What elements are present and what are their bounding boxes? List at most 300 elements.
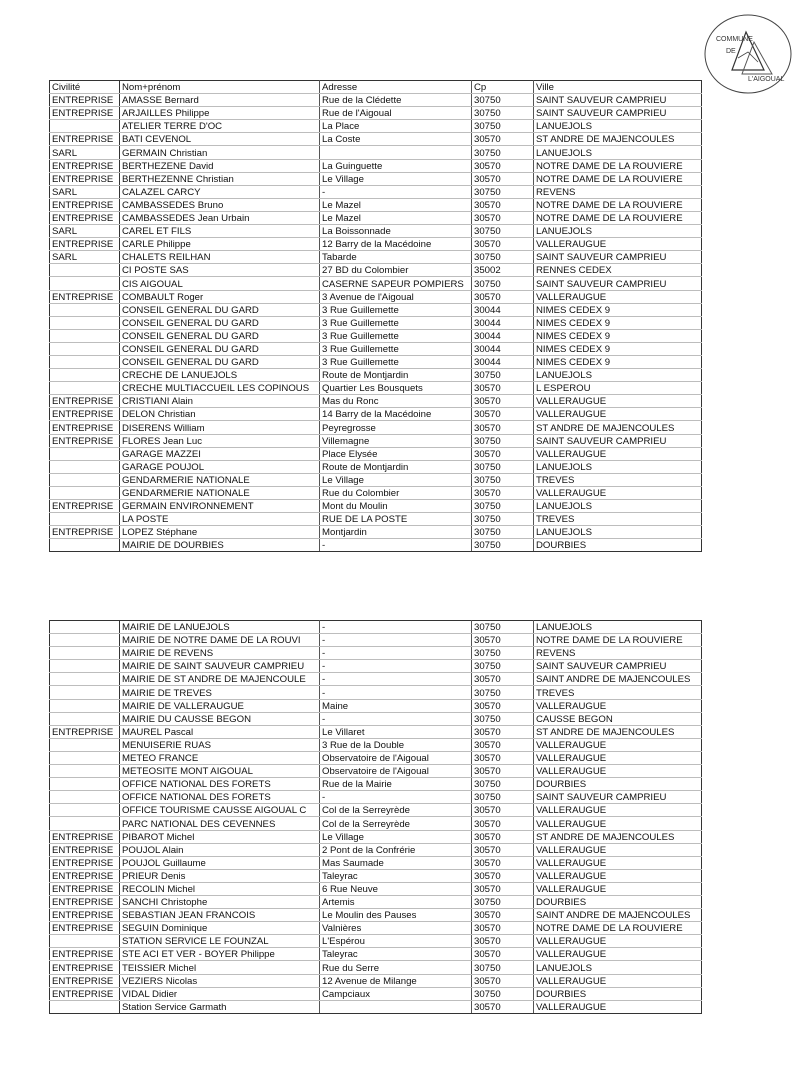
cell-ville: VALLERAUGUE — [534, 856, 702, 869]
cell-cp: 30750 — [472, 712, 534, 725]
cell-ville: NOTRE DAME DE LA ROUVIERE — [534, 198, 702, 211]
cell-adresse: 3 Rue Guillemette — [320, 329, 472, 342]
table-row — [50, 699, 702, 712]
cell-civilite — [50, 264, 120, 277]
cell-nom-prenom: METEOSITE MONT AIGOUAL — [120, 765, 320, 778]
cell-civilite — [50, 1000, 120, 1013]
cell-cp: 30570 — [472, 211, 534, 224]
cell-cp: 30570 — [472, 882, 534, 895]
table-row — [50, 922, 702, 935]
cell-adresse: Tabarde — [320, 251, 472, 264]
cell-ville: VALLERAUGUE — [534, 738, 702, 751]
table-row — [50, 673, 702, 686]
cell-civilite — [50, 277, 120, 290]
cell-nom-prenom: MAIRIE DE TREVES — [120, 686, 320, 699]
cell-ville: VALLERAUGUE — [534, 948, 702, 961]
cell-ville: ST ANDRE DE MAJENCOULES — [534, 421, 702, 434]
cell-ville: ST ANDRE DE MAJENCOULES — [534, 725, 702, 738]
cell-cp: 30570 — [472, 421, 534, 434]
cell-cp: 30570 — [472, 290, 534, 303]
cell-civilite: ENTREPRISE — [50, 290, 120, 303]
cell-adresse: La Boissonnade — [320, 225, 472, 238]
cell-civilite — [50, 712, 120, 725]
cell-adresse: Rue du Colombier — [320, 486, 472, 499]
cell-civilite — [50, 382, 120, 395]
cell-civilite: SARL — [50, 225, 120, 238]
cell-civilite — [50, 817, 120, 830]
cell-nom-prenom: STE ACI ET VER - BOYER Philippe — [120, 948, 320, 961]
cell-civilite — [50, 804, 120, 817]
table-row — [50, 539, 702, 552]
cell-cp: 30570 — [472, 198, 534, 211]
cell-cp: 30750 — [472, 686, 534, 699]
cell-adresse: 3 Rue Guillemette — [320, 355, 472, 368]
table-row — [50, 660, 702, 673]
contacts-table-body — [50, 81, 702, 552]
cell-civilite — [50, 355, 120, 368]
table-row — [50, 869, 702, 882]
cell-civilite — [50, 673, 120, 686]
cell-adresse: 3 Rue Guillemette — [320, 316, 472, 329]
cell-cp: 30570 — [472, 172, 534, 185]
cell-civilite: SARL — [50, 251, 120, 264]
cell-cp: 30570 — [472, 922, 534, 935]
cell-nom-prenom: PRIEUR Denis — [120, 869, 320, 882]
table-row — [50, 251, 702, 264]
cell-nom-prenom: OFFICE TOURISME CAUSSE AIGOUAL C — [120, 804, 320, 817]
table-row — [50, 94, 702, 107]
table-row — [50, 974, 702, 987]
cell-nom-prenom: CONSEIL GENERAL DU GARD — [120, 316, 320, 329]
cell-nom-prenom: SEGUIN Dominique — [120, 922, 320, 935]
cell-ville: VALLERAUGUE — [534, 882, 702, 895]
table-row — [50, 987, 702, 1000]
cell-adresse: Le Village — [320, 172, 472, 185]
cell-cp: 30570 — [472, 856, 534, 869]
cell-cp: 30570 — [472, 238, 534, 251]
cell-cp: 30750 — [472, 539, 534, 552]
table-row — [50, 634, 702, 647]
cell-adresse: - — [320, 647, 472, 660]
cell-civilite: ENTREPRISE — [50, 211, 120, 224]
cell-nom-prenom: CALAZEL CARCY — [120, 185, 320, 198]
cell-civilite: ENTREPRISE — [50, 434, 120, 447]
cell-nom-prenom: VEZIERS Nicolas — [120, 974, 320, 987]
cell-nom-prenom: FLORES Jean Luc — [120, 434, 320, 447]
cell-nom-prenom: POUJOL Alain — [120, 843, 320, 856]
cell-civilite — [50, 686, 120, 699]
cell-adresse: Villemagne — [320, 434, 472, 447]
cell-nom-prenom: GENDARMERIE NATIONALE — [120, 473, 320, 486]
cell-ville: VALLERAUGUE — [534, 699, 702, 712]
cell-ville: NIMES CEDEX 9 — [534, 316, 702, 329]
cell-nom-prenom: MAIRIE DE NOTRE DAME DE LA ROUVI — [120, 634, 320, 647]
cell-civilite: ENTREPRISE — [50, 856, 120, 869]
cell-adresse: - — [320, 634, 472, 647]
cell-cp: 30570 — [472, 830, 534, 843]
cell-adresse: - — [320, 539, 472, 552]
cell-cp: 30570 — [472, 486, 534, 499]
cell-civilite — [50, 647, 120, 660]
cell-cp: 30750 — [472, 660, 534, 673]
cell-civilite — [50, 120, 120, 133]
cell-civilite: ENTREPRISE — [50, 526, 120, 539]
cell-ville: ST ANDRE DE MAJENCOULES — [534, 830, 702, 843]
cell-ville: VALLERAUGUE — [534, 935, 702, 948]
cell-civilite — [50, 935, 120, 948]
cell-nom-prenom: CONSEIL GENERAL DU GARD — [120, 342, 320, 355]
cell-ville: VALLERAUGUE — [534, 290, 702, 303]
cell-cp: 30570 — [472, 817, 534, 830]
cell-civilite: ENTREPRISE — [50, 869, 120, 882]
cell-civilite: ENTREPRISE — [50, 133, 120, 146]
cell-cp: 30750 — [472, 460, 534, 473]
cell-ville: VALLERAUGUE — [534, 843, 702, 856]
table-row — [50, 277, 702, 290]
cell-cp: 30750 — [472, 500, 534, 513]
table-row — [50, 513, 702, 526]
cell-cp: 30044 — [472, 329, 534, 342]
cell-civilite — [50, 778, 120, 791]
cell-civilite: ENTREPRISE — [50, 987, 120, 1000]
cell-ville: VALLERAUGUE — [534, 817, 702, 830]
cell-civilite — [50, 513, 120, 526]
cell-nom-prenom: AMASSE Bernard — [120, 94, 320, 107]
cell-adresse: Le Moulin des Pauses — [320, 909, 472, 922]
cell-adresse: Rue de la Clédette — [320, 94, 472, 107]
cell-adresse: Observatoire de l'Aigoual — [320, 751, 472, 764]
cell-cp: 30570 — [472, 408, 534, 421]
cell-nom-prenom: METEO FRANCE — [120, 751, 320, 764]
cell-cp: 30570 — [472, 869, 534, 882]
cell-adresse: 12 Avenue de Milange — [320, 974, 472, 987]
commune-stamp — [702, 12, 794, 96]
cell-cp: 30570 — [472, 699, 534, 712]
cell-cp: 30750 — [472, 94, 534, 107]
table-row — [50, 817, 702, 830]
table-row — [50, 961, 702, 974]
table-row — [50, 447, 702, 460]
cell-cp: 30570 — [472, 909, 534, 922]
cell-adresse: Observatoire de l'Aigoual — [320, 765, 472, 778]
cell-adresse: 3 Rue Guillemette — [320, 342, 472, 355]
cell-adresse: Route de Montjardin — [320, 369, 472, 382]
cell-civilite — [50, 539, 120, 552]
cell-civilite: ENTREPRISE — [50, 830, 120, 843]
cell-cp: 30750 — [472, 895, 534, 908]
cell-ville: SAINT SAUVEUR CAMPRIEU — [534, 660, 702, 673]
cell-ville: NOTRE DAME DE LA ROUVIERE — [534, 634, 702, 647]
cell-civilite — [50, 447, 120, 460]
cell-civilite — [50, 460, 120, 473]
cell-civilite — [50, 329, 120, 342]
cell-ville: LANUEJOLS — [534, 146, 702, 159]
cell-ville: NOTRE DAME DE LA ROUVIERE — [534, 211, 702, 224]
cell-ville: LANUEJOLS — [534, 621, 702, 634]
cell-adresse: Valnières — [320, 922, 472, 935]
table-row — [50, 473, 702, 486]
table-row — [50, 211, 702, 224]
table-row — [50, 303, 702, 316]
cell-adresse: Place Elysée — [320, 447, 472, 460]
cell-ville: SAINT SAUVEUR CAMPRIEU — [534, 94, 702, 107]
cell-adresse: 27 BD du Colombier — [320, 264, 472, 277]
cell-ville: DOURBIES — [534, 987, 702, 1000]
cell-nom-prenom: CHALETS REILHAN — [120, 251, 320, 264]
cell-cp: 30750 — [472, 961, 534, 974]
table-row — [50, 225, 702, 238]
cell-adresse: 12 Barry de la Macédoine — [320, 238, 472, 251]
cell-adresse: 14 Barry de la Macédoine — [320, 408, 472, 421]
cell-ville: SAINT ANDRE DE MAJENCOULES — [534, 673, 702, 686]
cell-adresse: La Guinguette — [320, 159, 472, 172]
table-row — [50, 198, 702, 211]
cell-adresse: Rue du Serre — [320, 961, 472, 974]
cell-nom-prenom: BERTHEZENNE Christian — [120, 172, 320, 185]
cell-adresse: La Place — [320, 120, 472, 133]
cell-cp: 30750 — [472, 225, 534, 238]
stamp-text-aigoual: L'AIGOUAL — [748, 76, 785, 83]
cell-cp: 30750 — [472, 987, 534, 1000]
cell-nom-prenom: GARAGE MAZZEI — [120, 447, 320, 460]
cell-adresse: - — [320, 660, 472, 673]
cell-adresse: Mas Saumade — [320, 856, 472, 869]
cell-civilite — [50, 486, 120, 499]
cell-ville: TREVES — [534, 686, 702, 699]
table-row — [50, 185, 702, 198]
cell-nom-prenom: ARJAILLES Philippe — [120, 107, 320, 120]
cell-civilite — [50, 751, 120, 764]
table-row — [50, 621, 702, 634]
header-adresse: Adresse — [320, 81, 472, 94]
cell-cp: 30570 — [472, 159, 534, 172]
table-row — [50, 526, 702, 539]
stamp-text-commune: COMMUNE — [716, 36, 753, 43]
cell-ville: SAINT ANDRE DE MAJENCOULES — [534, 909, 702, 922]
cell-ville: NIMES CEDEX 9 — [534, 355, 702, 368]
cell-cp: 30570 — [472, 133, 534, 146]
stamp-seal-icon — [702, 12, 794, 96]
cell-nom-prenom: LOPEZ Stéphane — [120, 526, 320, 539]
table-row — [50, 421, 702, 434]
table-row — [50, 500, 702, 513]
table-row — [50, 1000, 702, 1013]
cell-ville: VALLERAUGUE — [534, 395, 702, 408]
cell-ville: VALLERAUGUE — [534, 974, 702, 987]
cell-civilite: ENTREPRISE — [50, 94, 120, 107]
table-row — [50, 804, 702, 817]
cell-nom-prenom: CONSEIL GENERAL DU GARD — [120, 303, 320, 316]
cell-civilite: ENTREPRISE — [50, 882, 120, 895]
cell-civilite — [50, 316, 120, 329]
cell-civilite: ENTREPRISE — [50, 909, 120, 922]
cell-cp: 30570 — [472, 725, 534, 738]
cell-civilite: ENTREPRISE — [50, 961, 120, 974]
table-row — [50, 486, 702, 499]
cell-civilite: ENTREPRISE — [50, 843, 120, 856]
cell-adresse: 2 Pont de la Confrérie — [320, 843, 472, 856]
cell-cp: 30570 — [472, 395, 534, 408]
cell-adresse: Le Mazel — [320, 198, 472, 211]
cell-ville: NIMES CEDEX 9 — [534, 303, 702, 316]
cell-nom-prenom: COMBAULT Roger — [120, 290, 320, 303]
table-row — [50, 133, 702, 146]
cell-nom-prenom: MAIRIE DE DOURBIES — [120, 539, 320, 552]
table-row — [50, 738, 702, 751]
header-cp: Cp — [472, 81, 534, 94]
cell-adresse: Mas du Ronc — [320, 395, 472, 408]
cell-cp: 30750 — [472, 146, 534, 159]
cell-civilite — [50, 660, 120, 673]
cell-adresse: Montjardin — [320, 526, 472, 539]
cell-nom-prenom: MAIRIE DE SAINT SAUVEUR CAMPRIEU — [120, 660, 320, 673]
cell-ville: NIMES CEDEX 9 — [534, 329, 702, 342]
cell-nom-prenom: STATION SERVICE LE FOUNZAL — [120, 935, 320, 948]
cell-nom-prenom: ATELIER TERRE D'OC — [120, 120, 320, 133]
cell-adresse: Rue de l'Aigoual — [320, 107, 472, 120]
cell-adresse — [320, 146, 472, 159]
contacts-table-page-2 — [49, 620, 702, 1014]
cell-civilite: ENTREPRISE — [50, 408, 120, 421]
cell-adresse: - — [320, 791, 472, 804]
cell-civilite — [50, 369, 120, 382]
cell-ville: SAINT SAUVEUR CAMPRIEU — [534, 277, 702, 290]
cell-ville: LANUEJOLS — [534, 500, 702, 513]
cell-ville: LANUEJOLS — [534, 460, 702, 473]
cell-civilite: ENTREPRISE — [50, 500, 120, 513]
table-row — [50, 107, 702, 120]
cell-civilite — [50, 765, 120, 778]
cell-nom-prenom: BATI CEVENOL — [120, 133, 320, 146]
table-row — [50, 647, 702, 660]
cell-cp: 30570 — [472, 738, 534, 751]
cell-cp: 30570 — [472, 935, 534, 948]
table-row — [50, 434, 702, 447]
cell-cp: 30570 — [472, 974, 534, 987]
cell-adresse: Mont du Moulin — [320, 500, 472, 513]
table-row — [50, 909, 702, 922]
cell-nom-prenom: CRECHE DE LANUEJOLS — [120, 369, 320, 382]
cell-adresse: - — [320, 185, 472, 198]
cell-adresse: Campciaux — [320, 987, 472, 1000]
cell-adresse: - — [320, 621, 472, 634]
table-row — [50, 791, 702, 804]
cell-adresse: CASERNE SAPEUR POMPIERS — [320, 277, 472, 290]
cell-nom-prenom: SEBASTIAN JEAN FRANCOIS — [120, 909, 320, 922]
cell-cp: 30570 — [472, 634, 534, 647]
cell-nom-prenom: CONSEIL GENERAL DU GARD — [120, 355, 320, 368]
cell-nom-prenom: MAIRIE DE VALLERAUGUE — [120, 699, 320, 712]
cell-ville: NOTRE DAME DE LA ROUVIERE — [534, 172, 702, 185]
contacts-table-body — [50, 621, 702, 1014]
cell-adresse: RUE DE LA POSTE — [320, 513, 472, 526]
cell-ville: REVENS — [534, 185, 702, 198]
cell-civilite: ENTREPRISE — [50, 421, 120, 434]
cell-ville: L ESPEROU — [534, 382, 702, 395]
cell-adresse: Le Villaret — [320, 725, 472, 738]
header-nom-prenom: Nom+prénom — [120, 81, 320, 94]
cell-adresse: Quartier Les Bousquets — [320, 382, 472, 395]
cell-cp: 30570 — [472, 804, 534, 817]
table-row — [50, 382, 702, 395]
cell-cp: 30044 — [472, 342, 534, 355]
cell-cp: 30570 — [472, 765, 534, 778]
cell-nom-prenom: BERTHEZENE David — [120, 159, 320, 172]
cell-civilite — [50, 699, 120, 712]
cell-ville: SAINT SAUVEUR CAMPRIEU — [534, 107, 702, 120]
cell-adresse: - — [320, 686, 472, 699]
cell-ville: NOTRE DAME DE LA ROUVIERE — [534, 922, 702, 935]
cell-nom-prenom: POUJOL Guillaume — [120, 856, 320, 869]
cell-nom-prenom: DELON Christian — [120, 408, 320, 421]
cell-cp: 30750 — [472, 526, 534, 539]
cell-adresse: Col de la Serreyrède — [320, 817, 472, 830]
cell-adresse: Col de la Serreyrède — [320, 804, 472, 817]
cell-civilite — [50, 342, 120, 355]
cell-nom-prenom: MAIRIE DU CAUSSE BEGON — [120, 712, 320, 725]
cell-nom-prenom: OFFICE NATIONAL DES FORETS — [120, 778, 320, 791]
cell-cp: 30044 — [472, 355, 534, 368]
cell-cp: 30570 — [472, 1000, 534, 1013]
header-civilite: Civilité — [50, 81, 120, 94]
cell-adresse: Taleyrac — [320, 869, 472, 882]
table-row — [50, 882, 702, 895]
cell-adresse: Route de Montjardin — [320, 460, 472, 473]
cell-civilite: ENTREPRISE — [50, 198, 120, 211]
cell-ville: LANUEJOLS — [534, 369, 702, 382]
cell-nom-prenom: TEISSIER Michel — [120, 961, 320, 974]
cell-civilite: ENTREPRISE — [50, 895, 120, 908]
cell-adresse: Peyregrosse — [320, 421, 472, 434]
table-row — [50, 355, 702, 368]
table-row — [50, 172, 702, 185]
table-row — [50, 316, 702, 329]
table-row — [50, 120, 702, 133]
cell-adresse: - — [320, 712, 472, 725]
cell-cp: 30750 — [472, 778, 534, 791]
table-row — [50, 895, 702, 908]
cell-adresse: Artemis — [320, 895, 472, 908]
table-row — [50, 238, 702, 251]
cell-ville: LANUEJOLS — [534, 526, 702, 539]
cell-nom-prenom: GERMAIN Christian — [120, 146, 320, 159]
cell-ville: VALLERAUGUE — [534, 447, 702, 460]
cell-ville: VALLERAUGUE — [534, 869, 702, 882]
cell-cp: 30750 — [472, 107, 534, 120]
cell-ville: VALLERAUGUE — [534, 1000, 702, 1013]
contacts-table-page-1 — [49, 80, 702, 552]
cell-cp: 30750 — [472, 369, 534, 382]
cell-ville: RENNES CEDEX — [534, 264, 702, 277]
cell-nom-prenom: RECOLIN Michel — [120, 882, 320, 895]
cell-ville: ST ANDRE DE MAJENCOULES — [534, 133, 702, 146]
cell-civilite — [50, 621, 120, 634]
cell-ville: SAINT SAUVEUR CAMPRIEU — [534, 251, 702, 264]
cell-cp: 30750 — [472, 277, 534, 290]
cell-nom-prenom: CI POSTE SAS — [120, 264, 320, 277]
cell-nom-prenom: PARC NATIONAL DES CEVENNES — [120, 817, 320, 830]
cell-cp: 30750 — [472, 251, 534, 264]
cell-nom-prenom: GENDARMERIE NATIONALE — [120, 486, 320, 499]
cell-nom-prenom: DISERENS William — [120, 421, 320, 434]
cell-civilite: ENTREPRISE — [50, 922, 120, 935]
cell-adresse: Le Village — [320, 473, 472, 486]
cell-ville: DOURBIES — [534, 778, 702, 791]
cell-adresse: Maine — [320, 699, 472, 712]
table-row — [50, 712, 702, 725]
cell-adresse: Le Mazel — [320, 211, 472, 224]
cell-ville: NIMES CEDEX 9 — [534, 342, 702, 355]
